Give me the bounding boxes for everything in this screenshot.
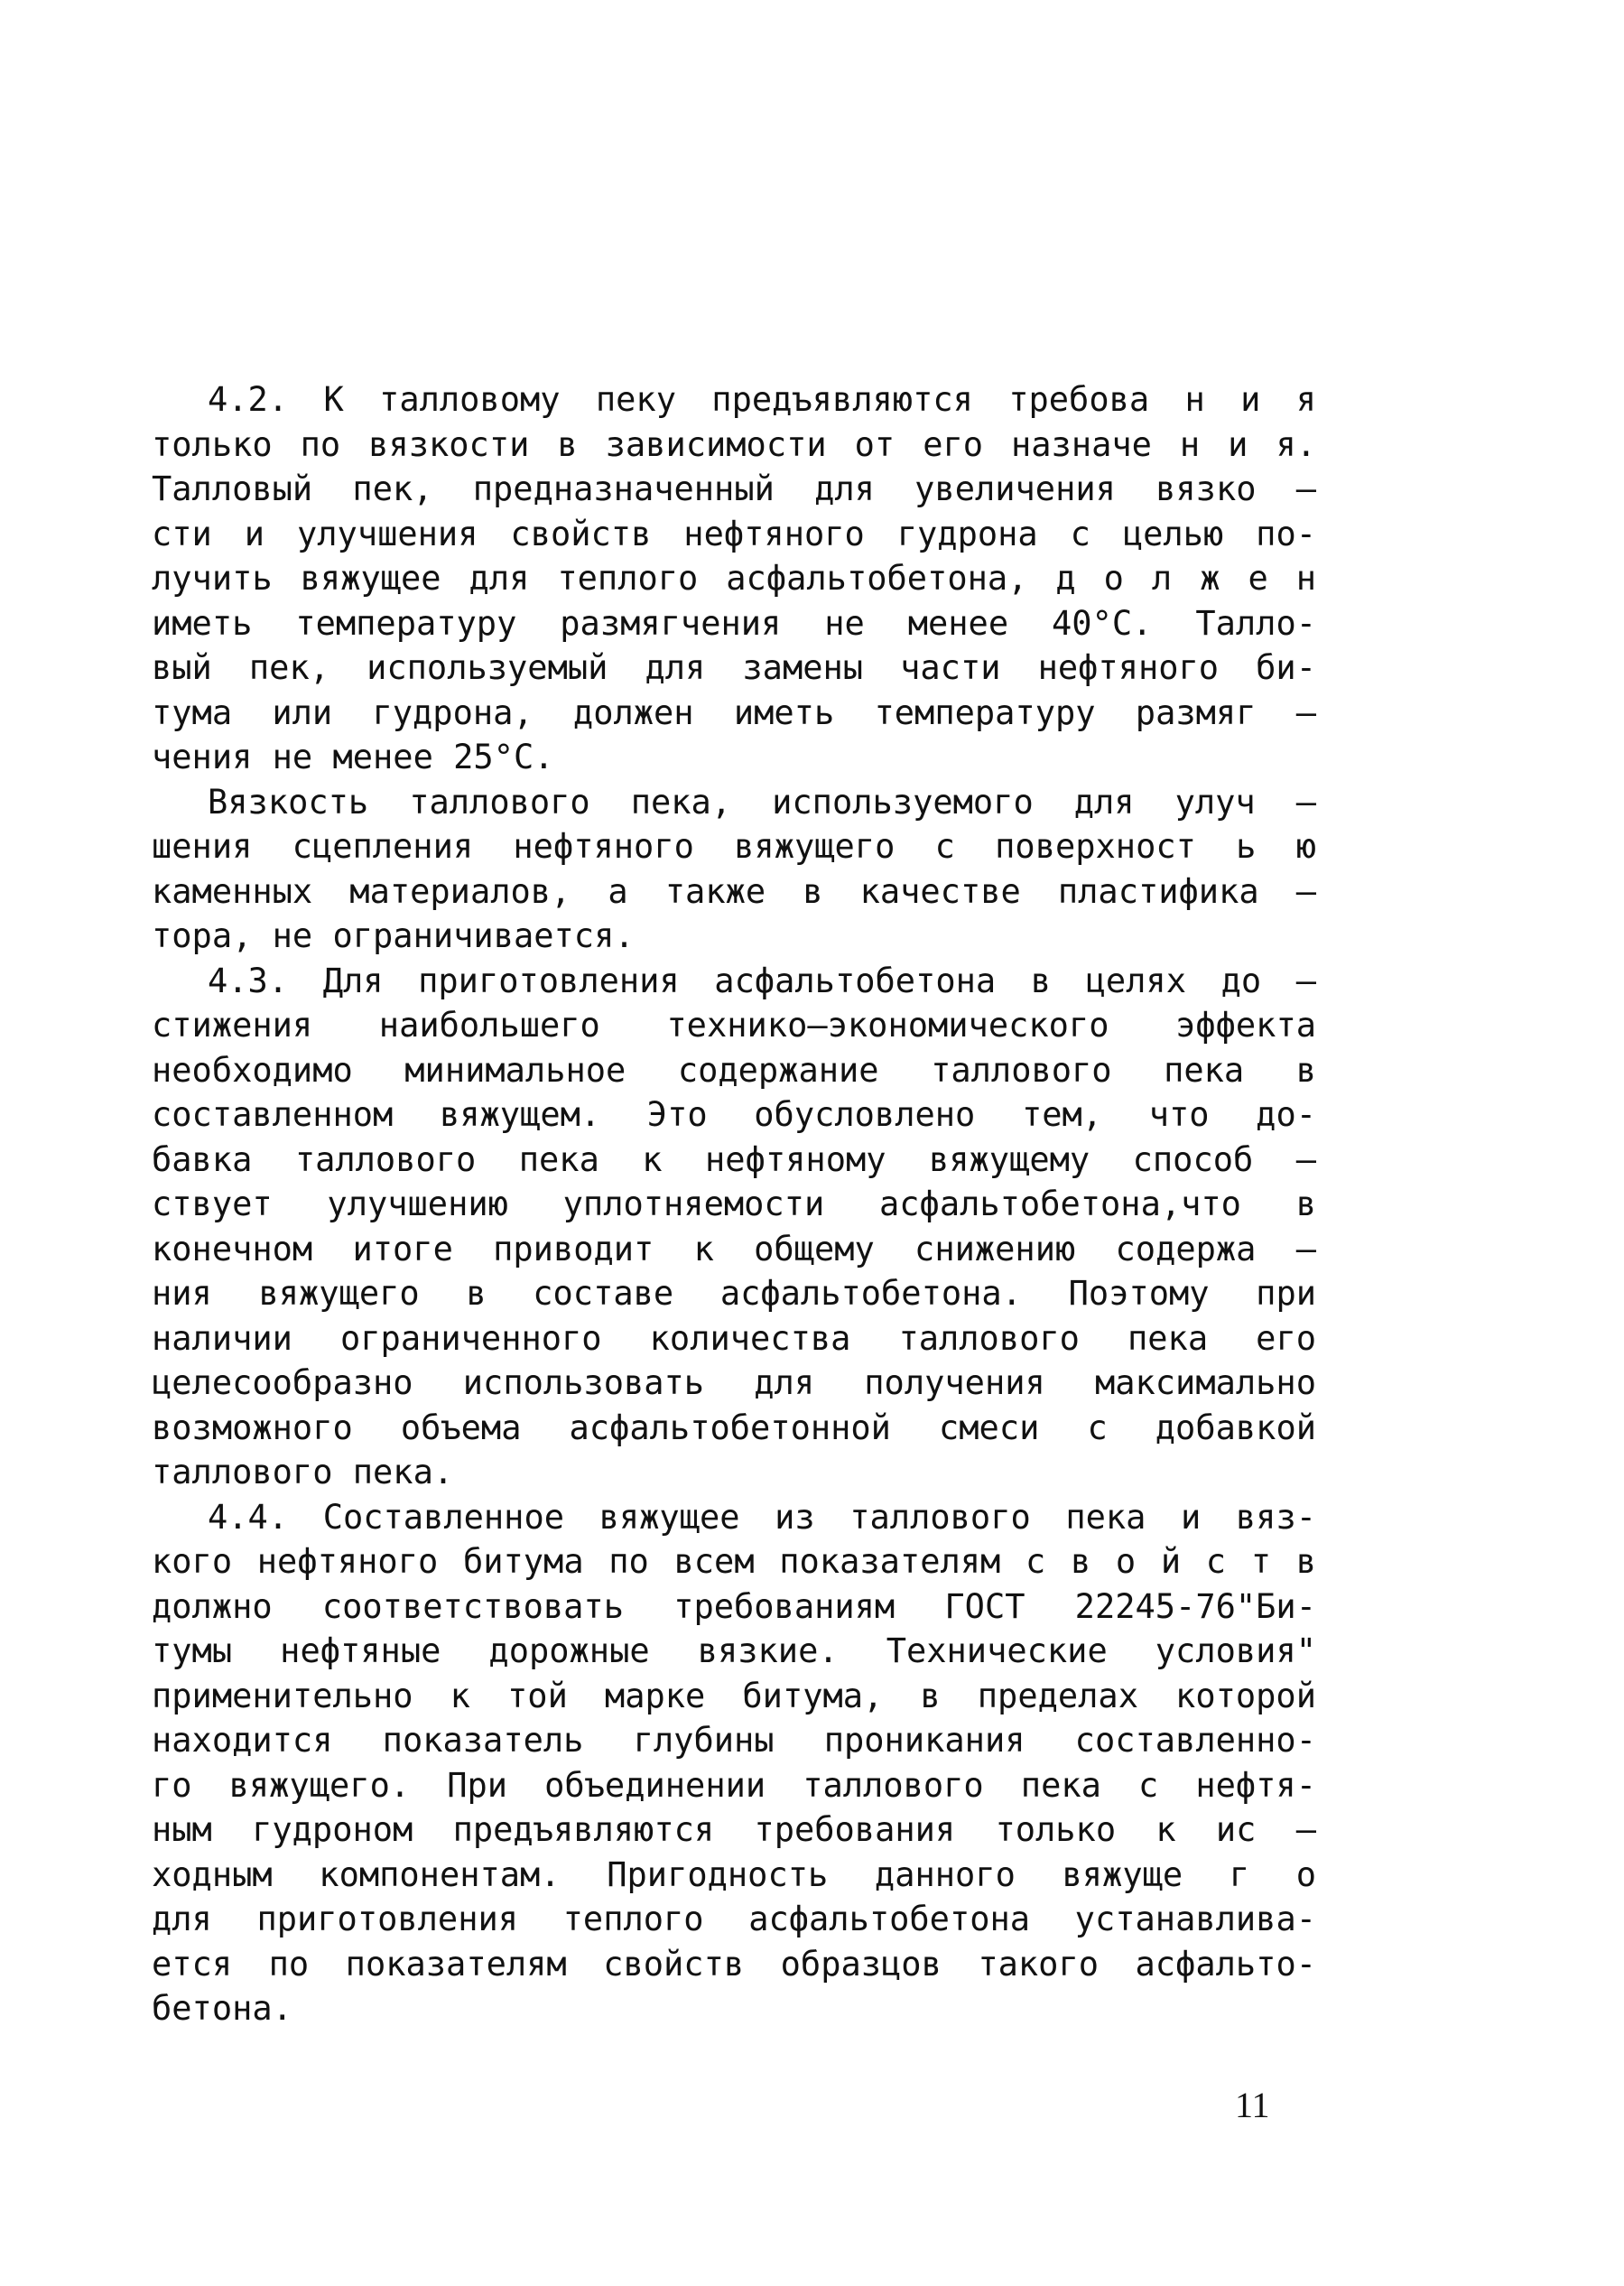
text-line: возможного объема асфальтобетонной смеси с добавкой (152, 1408, 1316, 1447)
paragraph-4-2 (152, 377, 1316, 780)
text-line: Вязкость таллового пека, используемого для улуч – (208, 782, 1316, 822)
text-line: 4.2. К талловому пеку предъявляются требова н и я (208, 380, 1316, 419)
text-line: ствует улучшению уплотняемости асфальтобетона,что в (152, 1185, 1316, 1223)
text-line: стижения наибольшего технико–экономического эффекта (152, 1006, 1316, 1045)
text-line: тумы нефтяные дорожные вязкие. Технические условия" (152, 1631, 1316, 1670)
text-line: сти и улучшения свойств нефтяного гудрона с целью по- (152, 514, 1316, 553)
paragraph-viscosity (152, 780, 1316, 959)
text-line: только по вязкости в зависимости от его назначе н и я. (152, 424, 1316, 464)
text-line: ным гудроном предъявляются требования только к ис – (152, 1810, 1316, 1849)
text-line: лучить вяжущее для теплого асфальтобетона, д о л ж е н (152, 559, 1316, 598)
text-line: бавка таллового пека к нефтяному вяжущему способ – (152, 1139, 1316, 1179)
text-line: го вяжущего. При объединении таллового пека с нефтя- (152, 1765, 1316, 1805)
text-line: Талловый пек, предназначенный для увеличения вязко – (152, 469, 1316, 508)
text-line: тора, не ограничивается. (152, 916, 635, 955)
text-line: необходимо минимальное содержание таллового пека в (152, 1050, 1316, 1090)
text-line: наличии ограниченного количества таллового пека его (152, 1318, 1316, 1358)
text-line: ходным компонентам. Пригодность данного вяжуще г о (152, 1854, 1316, 1894)
body-text (152, 377, 1316, 2031)
paragraph-4-3 (152, 959, 1316, 1495)
text-line: конечном итоге приводит к общему снижению содержа – (152, 1229, 1316, 1268)
text-line: шения сцепления нефтяного вяжущего с поверхност ь ю (152, 827, 1316, 866)
text-line: иметь температуру размягчения не менее 40°С. Таллo- (152, 603, 1316, 643)
text-line: ется по показателям свойств образцов такого асфальто- (152, 1944, 1316, 1984)
text-line: должно соответствовать требованиям ГОСТ 22245-76"Би- (152, 1586, 1316, 1626)
text-line: составленном вяжущем. Это обусловлено тем, что до- (152, 1095, 1316, 1134)
text-line: тума или гудрона, должен иметь температуру размяг – (152, 692, 1316, 732)
text-line: бетона. (152, 1989, 292, 2028)
text-line: вый пек, используемый для замены части нефтяного би- (152, 648, 1316, 687)
text-line: 4.3. Для приготовления асфальтобетона в целях до – (208, 961, 1316, 1000)
text-line: находится показатель глубины проникания составленно- (152, 1721, 1316, 1760)
text-line: ния вяжущего в составе асфальтобетона. Поэтому при (152, 1274, 1316, 1313)
text-line: применительно к той марке битума, в пределах которой (152, 1676, 1316, 1715)
text-line: 4.4. Составленное вяжущее из таллового пека и вяз- (208, 1497, 1316, 1537)
paragraph-4-4 (152, 1495, 1316, 2031)
text-line: чения не менее 25°С. (152, 738, 554, 776)
text-line: целесообразно использовать для получения максимально (152, 1363, 1316, 1402)
text-line: каменных материалов, а также в качестве пластифика – (152, 871, 1316, 911)
text-line: для приготовления теплого асфальтобетона устанавлива- (152, 1900, 1316, 1938)
page-number: 11 (1235, 2085, 1270, 2125)
text-line: таллового пека. (152, 1453, 454, 1491)
text-line: кого нефтяного битума по всем показателям с в о й с т в (152, 1542, 1316, 1581)
